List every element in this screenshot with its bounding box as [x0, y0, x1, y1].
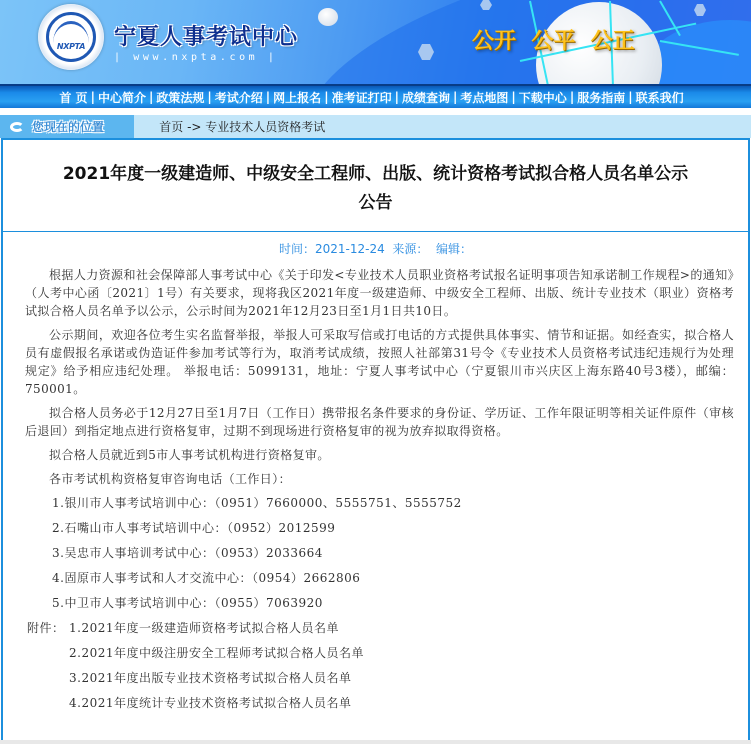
- logo-roof-icon: [53, 21, 89, 43]
- source-label: 来源：: [392, 242, 429, 256]
- article-title-line1: 2021年度一级建造师、中级安全工程师、出版、统计资格考试拟合格人员名单公示: [62, 164, 689, 184]
- article-header: [3, 140, 748, 232]
- nxpta-logo[interactable]: [38, 4, 104, 70]
- nav-separator: |: [324, 90, 329, 104]
- site-banner: [0, 0, 751, 84]
- nav-item-scores[interactable]: 成绩查询: [401, 90, 450, 105]
- contact-item: 1.银川市人事考试培训中心：（0951）7660000、5555751、5555752: [52, 496, 462, 510]
- paragraph-supervision: 公示期间，欢迎各位考生实名监督举报，举报人可采取写信或打电话的方式提供具体事实、情节和证据。如经查实，拟合格人员有虚假报名承诺或伪造证件参加考试等行为，取消考试成绩，按照人社部第31号令《专业技术人员资格考试违纪违规行为处理规定》给予相应违纪处理。 举报电话：5099131，地址：宁夏人事考试中心（宁夏银川市兴庆区上海东路40号3楼），邮编：750001。: [25, 328, 734, 396]
- breadcrumb: [0, 115, 751, 138]
- nav-separator: |: [394, 90, 399, 104]
- site-slogan: 公开 公平 公正: [472, 29, 635, 54]
- attachments: [25, 619, 734, 637]
- nav-item-registration[interactable]: 网上报名: [273, 90, 322, 105]
- nav-item-home[interactable]: 首 页: [59, 90, 88, 105]
- planet-graphic: [318, 8, 338, 26]
- attachment-link[interactable]: 3.2021年度出版专业技术资格考试拟合格人员名单: [69, 671, 352, 685]
- paragraph-contacts-heading: 各市考试机构资格复审咨询电话（工作日）：: [49, 472, 292, 486]
- article-title-line2: 公告: [358, 193, 393, 213]
- nav-separator: |: [148, 90, 154, 104]
- nav-separator: |: [265, 90, 271, 104]
- paragraph-nearby: 拟合格人员就近到5市人事考试机构进行资格复审。: [49, 448, 330, 462]
- logo-text: NXPTA: [56, 42, 86, 51]
- editor-label: 编辑：: [436, 242, 473, 256]
- nav-separator: |: [90, 90, 95, 104]
- time-value: 2021-12-24: [314, 242, 385, 256]
- breadcrumb-label-box: [0, 115, 134, 138]
- logo-emblem: [46, 12, 96, 62]
- site-title: 宁夏人事考试中心: [114, 25, 299, 50]
- article-body: [3, 260, 748, 712]
- nav-item-about[interactable]: 中心简介: [97, 90, 146, 105]
- breadcrumb-arrow: ->: [183, 120, 206, 134]
- nav-item-service-guide[interactable]: 服务指南: [577, 90, 626, 105]
- contact-item: 2.石嘴山市人事考试培训中心：（0952）2012599: [52, 521, 336, 535]
- article-container: [1, 138, 750, 740]
- attachments-label: 附件：: [27, 621, 65, 635]
- contact-item: 3.吴忠市人事培训考试中心：（0953）2033664: [52, 546, 323, 560]
- nav-separator: |: [511, 90, 516, 104]
- bottom-divider: [0, 740, 751, 744]
- nav-item-downloads[interactable]: 下载中心: [518, 90, 567, 105]
- article-title: [3, 160, 748, 218]
- breadcrumb-label: 您现在的位置: [32, 120, 105, 134]
- attachment-link[interactable]: 1.2021年度一级建造师资格考试拟合格人员名单: [69, 621, 339, 635]
- site-url: | www.nxpta.com |: [114, 52, 278, 63]
- time-label: 时间：: [278, 242, 315, 256]
- attachment-link[interactable]: 4.2021年度统计专业技术资格考试拟合格人员名单: [69, 696, 352, 710]
- paragraph-review: 拟合格人员务必于12月27日至1月7日（工作日）携带报名条件要求的身份证、学历证、工作年限证明等相关证件原件（审核后退回）到指定地点进行资格复审，过期不到现场进行资格复审的视为放弃拟取得资格。: [25, 406, 734, 438]
- nav-item-exams[interactable]: 考试介绍: [214, 90, 263, 105]
- nav-separator: |: [628, 90, 633, 104]
- paragraph-intro: 根据人力资源和社会保障部人事考试中心《关于印发<专业技术人员职业资格考试报名证明事项告知承诺制工作规程>的通知》（人考中心函〔2021〕1号）有关要求，现将我区2021年度一级建造师、中级安全工程师、出版、统计专业技术（职业）资格考试拟合格人员名单予以公示，公示时间为2021年12月23日至1月1日共10日。: [25, 268, 734, 318]
- nav-item-contact[interactable]: 联系我们: [635, 90, 684, 105]
- breadcrumb-current-link[interactable]: 专业技术人员资格考试: [205, 120, 326, 134]
- nav-separator: |: [207, 90, 212, 104]
- nav-separator: |: [569, 90, 575, 104]
- attachment-link[interactable]: 2.2021年度中级注册安全工程师考试拟合格人员名单: [69, 646, 364, 660]
- contact-item: 4.固原市人事考试和人才交流中心：（0954）2662806: [52, 571, 361, 585]
- nav-item-policies[interactable]: 政策法规: [156, 90, 205, 105]
- nav-item-venue-map[interactable]: 考点地图: [460, 90, 509, 105]
- nav-separator: |: [453, 90, 458, 104]
- article-meta: [3, 232, 748, 260]
- breadcrumb-home-link[interactable]: 首页: [159, 120, 184, 134]
- contact-item: 5.中卫市人事考试培训中心：（0955）7063920: [52, 596, 323, 610]
- return-arrow-icon: [10, 122, 24, 132]
- nav-item-admission-ticket[interactable]: 准考证打印: [331, 90, 392, 105]
- main-nav: [0, 84, 751, 108]
